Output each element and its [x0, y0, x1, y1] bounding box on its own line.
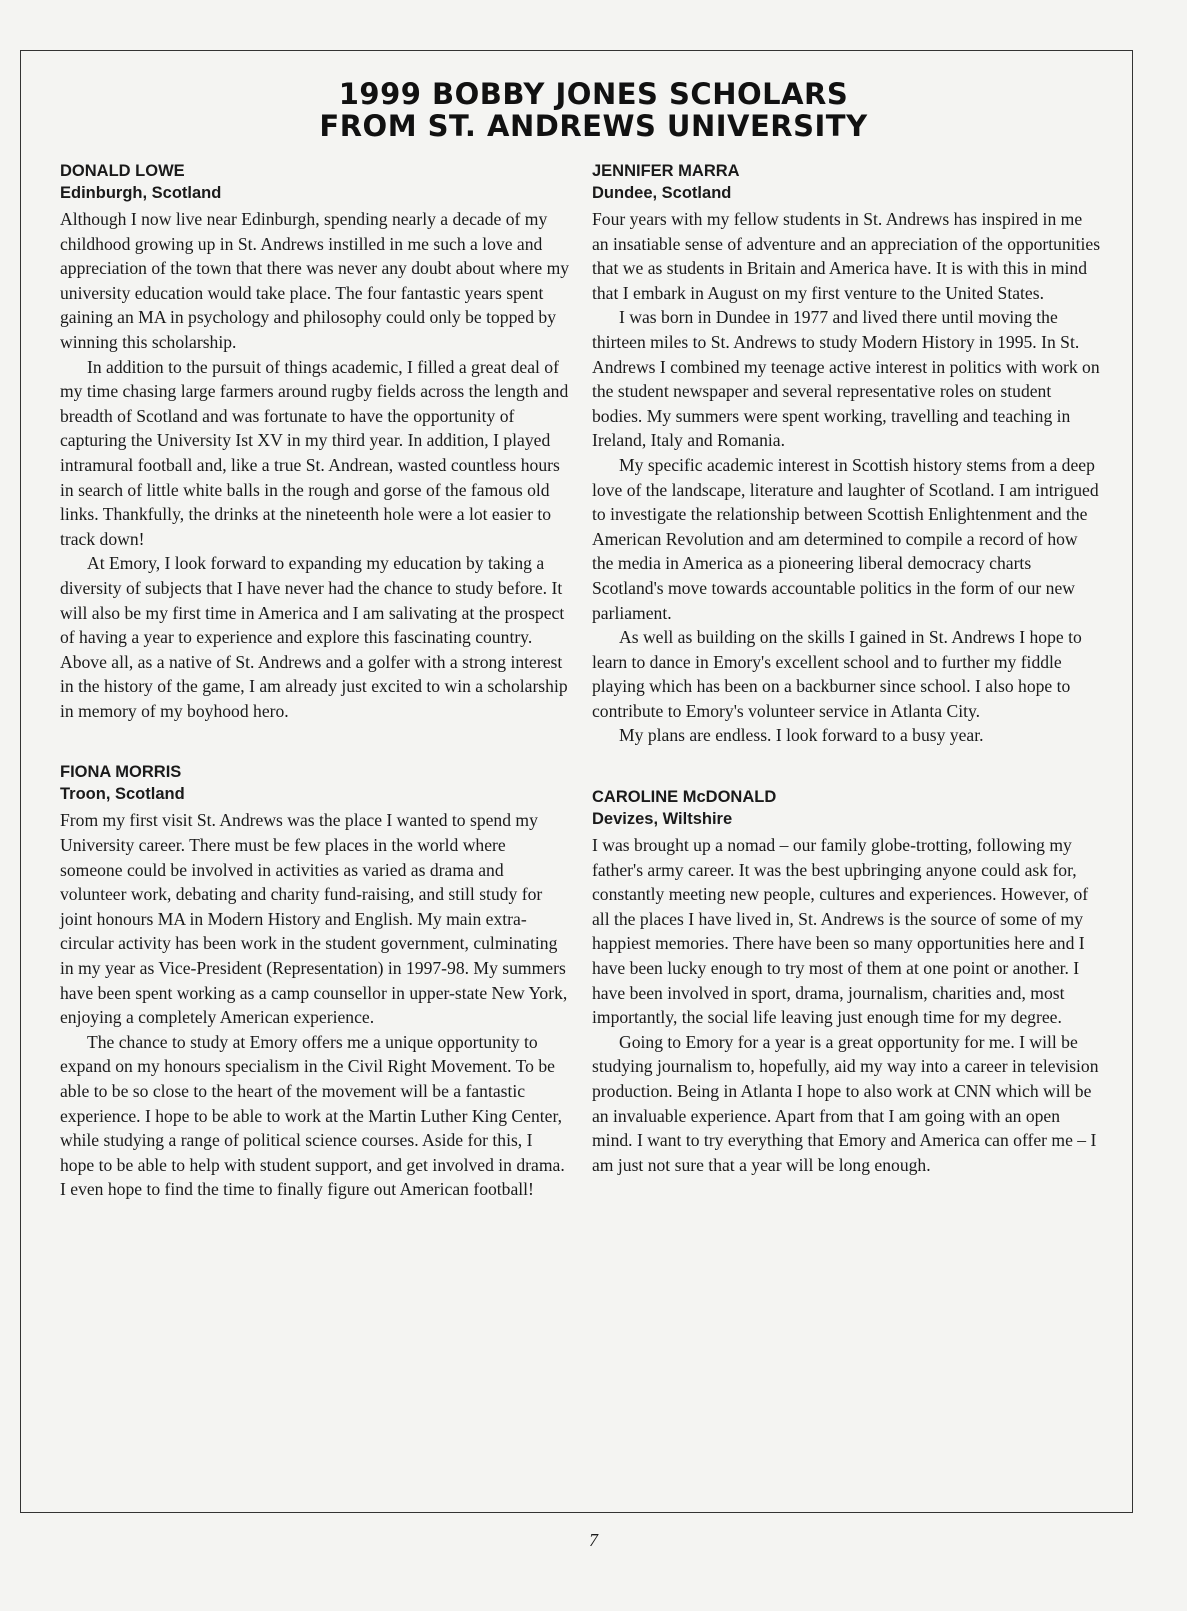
scholar-name: FIONA MORRIS	[60, 763, 182, 782]
page-number: 7	[589, 1530, 598, 1550]
page-title	[0, 78, 1187, 142]
scholar-entry-donald-lowe	[60, 160, 570, 723]
paragraph: In addition to the pursuit of things academic, I filled a great deal of my time chasing large farmers around rugby fields across the length and breadth of Scotland and was fortunate to have the opportunity of capturing the University Ist XV in my third year. In addition, I played intramural football and, like a true St. Andrean, wasted countless hours in search of little white balls in the rough and gorse of the famous old links. Thankfully, the drinks at the nineteenth hole were a lot easier to track down!	[60, 356, 569, 549]
title-line-2: FROM ST. ANDREWS UNIVERSITY	[319, 109, 868, 143]
left-column	[60, 160, 570, 1240]
paragraph: My plans are endless. I look forward to a busy year.	[619, 725, 984, 746]
title-line-1: 1999 BOBBY JONES SCHOLARS	[338, 77, 849, 111]
paragraph: At Emory, I look forward to expanding my education by taking a diversity of subjects that I have never had the chance to study before. It will also be my first time in America and I am salivating at the prospect of having a year to experience and explore this fascinating country. Above all, as a native of St. Andrews and a golfer with a strong interest in the history of the game, I am already just excited to win a scholarship in memory of my boyhood hero.	[60, 553, 568, 721]
scholar-entry-jennifer-marra	[592, 160, 1102, 748]
paragraph: From my first visit St. Andrews was the place I wanted to spend my University career. There must be few places in the world where someone could be involved in activities as varied as drama and volunteer work, debating and charity fund-raising, and still study for joint honours MA in Modern History and English. My main extra-circular activity has been work in the student government, culminating in my year as Vice-President (Representation) in 1997-98. My summers have been spent working as a camp counsellor in upper-state New York, enjoying a completely American experience.	[60, 810, 568, 1028]
scholar-name: DONALD LOWE	[60, 162, 185, 180]
paragraph: Although I now live near Edinburgh, spending nearly a decade of my childhood growing up in St. Andrews instilled in me such a love and appreciation of the town that there was never any doubt about where my university education would take place. The four fantastic years spent gaining an MA in psychology and philosophy could only be topped by winning this scholarship.	[60, 209, 570, 352]
scholar-hometown: Edinburgh, Scotland	[60, 184, 222, 202]
scholar-hometown: Dundee, Scotland	[592, 184, 732, 202]
paragraph: The chance to study at Emory offers me a unique opportunity to expand on my honours specialism in the Civil Right Movement. To be able to be so close to the heart of the movement will be a fantastic experience. I hope to be able to work at the Martin Luther King Center, while studying a range of political science courses. Aside for this, I hope to be able to help with student support, and get involved in drama. I even hope to find the time to finally figure out American football!	[60, 1031, 565, 1200]
scholar-name: JENNIFER MARRA	[592, 162, 740, 180]
paragraph: I was brought up a nomad – our family globe-trotting, following my father's army career. It was the best upbringing anyone could ask for, constantly meeting new people, cultures and experiences. However, of all the places I have lived in, St. Andrews is the source of some of my happiest memories. There have been so many opportunities here and I have been lucky enough to try most of them at one point or another. I have been involved in sport, drama, journalism, charities and, most importantly, the social life leaving just enough time for my degree.	[592, 835, 1089, 1028]
scholar-hometown: Devizes, Wiltshire	[592, 810, 733, 829]
paragraph: Four years with my fellow students in St. Andrews has inspired in me an insatiable sense of adventure and an appreciation of the opportunities that we as students in Britain and America have. It is with this in mind that I embark in August on my first venture to the United States.	[592, 209, 1101, 303]
scholar-name: CAROLINE McDONALD	[592, 788, 777, 807]
paragraph: I was born in Dundee in 1977 and lived there until moving the thirteen miles to St. Andrews to study Modern History in 1995. In St. Andrews I combined my teenage active interest in politics with work on the student newspaper and several representative roles on student bodies. My summers were spent working, travelling and teaching in Ireland, Italy and Romania.	[592, 307, 1100, 451]
right-column	[592, 160, 1102, 1215]
paragraph: Going to Emory for a year is a great opportunity for me. I will be studying journalism to, hopefully, aid my way into a career in television production. Being in Atlanta I hope to also work at CNN which will be an invaluable experience. Apart from that I am going with an open mind. I want to try everything that Emory and America can offer me – I am just not sure that a year will be long enough.	[592, 1031, 1099, 1175]
paragraph: As well as building on the skills I gained in St. Andrews I hope to learn to dance in Emory's excellent school and to further my fiddle playing which has been on a backburner since school. I also hope to contribute to Emory's volunteer service in Atlanta City.	[592, 627, 1082, 721]
scholar-hometown: Troon, Scotland	[60, 785, 185, 804]
scholar-entry-caroline-mcdonald	[592, 786, 1102, 1177]
paragraph: My specific academic interest in Scottish history stems from a deep love of the landscape, literature and laughter of Scotland. I am intrigued to investigate the relationship between Scottish Enlightenment and the American Revolution and am determined to compile a record of how the media in America as a pioneering liberal democracy charts Scotland's move towards accountable politics in the form of our new parliament.	[592, 454, 1099, 623]
scholar-entry-fiona-morris	[60, 761, 570, 1202]
